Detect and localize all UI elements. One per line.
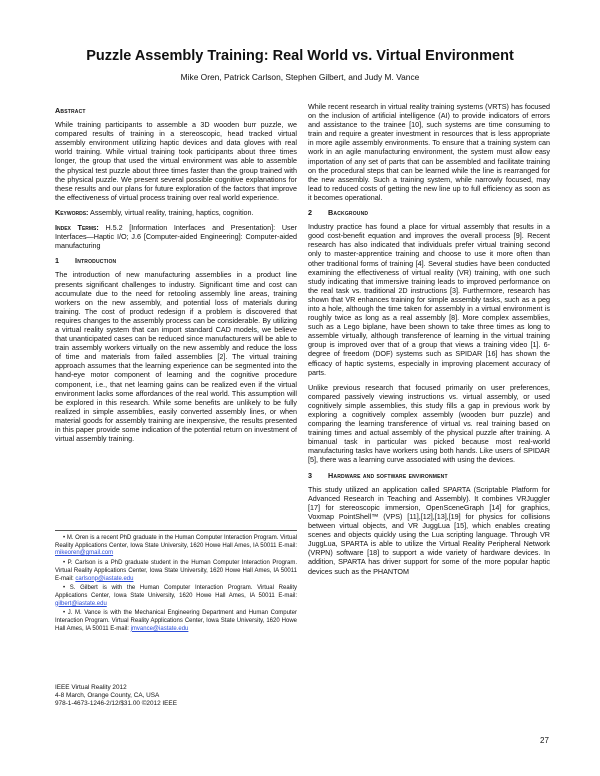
index-terms bbox=[55, 223, 297, 250]
footnote-text: M. Oren is a recent PhD graduate in the Human Computer Interaction Program. Virtual Reality Applications Center, Iowa State University, 1620 Howe Hall Ames, IA 50011 E-mail: bbox=[55, 535, 297, 549]
author-footnotes bbox=[55, 530, 297, 635]
footnote: • M. Oren is a recent PhD graduate in the Human Computer Interaction Program. Virtual Reality Applications Center, Iowa State University, 1620 Howe Hall Ames, IA 50011 E-mail: mikeoren@gmail.com bbox=[55, 535, 297, 557]
section-number: 2 bbox=[308, 208, 313, 218]
hardware-paragraph: This study utilized an application called SPARTA (Scriptable Platform for Advanced Research in Teaching and Assembly). It combines VRJuggler [17] for stereoscopic immersion, OpenSceneGraph [14] for graphics, Voxmap PointShell™ (VPS) [11],[12],[13],[19] for physics for collisions between virtual objects, and VR JuggLua [15], which enables creating scenes and objects quickly using the Lua scripting language. Through VR JuggLua, SPARTA is able to utilize the Virtual Reality Peripheral Network (VRPN) software [18] to support a wide variety of hardware devices. In addition, SPARTA has driver support for some of the more popular haptic devices such as the PHANTOM bbox=[308, 484, 550, 576]
footnote-text: P. Carlson is a PhD graduate student in the Human Computer Interaction Program. Virtual Reality Applications Center, Iowa State University, 1620 Howe Hall Ames, IA 50011 E-mail: bbox=[55, 560, 298, 582]
keywords-text: Assembly, virtual reality, training, haptics, cognition. bbox=[90, 207, 254, 217]
footnote: • J. M. Vance is with the Mechanical Engineering Department and Human Computer Interaction Program. Virtual Reality Applications Center, Iowa State University, 1620 Howe Hall Ames, IA 50011 E-mail: jmvance@iastate.edu bbox=[55, 610, 297, 632]
section-heading-background bbox=[308, 208, 550, 217]
footnote-text: J. M. Vance is with the Mechanical Engineering Department and Human Computer Interaction Program. Virtual Reality Applications Center, Iowa State University, 1620 Howe Hall Ames, IA 50011 E-mail: bbox=[55, 610, 297, 632]
background-paragraph: Unlike previous research that focused primarily on user preferences, compared passively viewing instructions vs. virtual assembly, or used cognitively simple assemblies, this study fills a gap in previous work by exploring a cognitively complex assembly (wooden burr puzzle) and comparing the learning transference of virtual vs. real training based on training times and actual assembly of the physical puzzle after training. A bimanual task in particular was picked because most real-world manufacturing tasks have workers using both hands. Like users of SPIDAR [5], there was a learning curve associated with using the devices. bbox=[308, 382, 550, 465]
footnote-text: S. Gilbert is with the Human Computer Interaction Program. Virtual Reality Applications Center, Iowa State University, 1620 Howe Hall Ames, IA 50011 E-mail: bbox=[55, 585, 297, 599]
page-number: 27 bbox=[540, 736, 549, 745]
section-title: Background bbox=[328, 208, 369, 218]
email-link[interactable]: gilbert@iastate.edu bbox=[55, 600, 107, 607]
conference-info bbox=[55, 684, 297, 708]
conference-name: IEEE Virtual Reality 2012 bbox=[55, 684, 127, 691]
paper-title: Puzzle Assembly Training: Real World vs. Virtual Environment bbox=[86, 48, 514, 64]
introduction-paragraph: The introduction of new manufacturing assemblies in a product line presents significant challenges to industry. Significant time and cost can accumulate due to the need for retooling assembly line areas, training workers on the new assembly, and potential loss of materials during training. The cost of product redesign if a problem is discovered that requires changes to the assembly process can be considerable. By utilizing a virtual reality system that can import standard CAD models, we believe that unanticipated cases can be reduced since manufacturers will be able to train assembly workers virtually on the new assembly and reduce the loss of time and materials from failed assemblies [2]. The virtual training approach assumes that the learning experience can be segmented into the hand-eye motor component of learning and the cognitive procedure component, i.e., that net learning gains can be realized even if the virtual environment lacks some affordances of the real world. This assumption will be explored in this research. While some benefits are unlikely to be fully realized in simple assemblies, easily converted assembly lines, or when material goods for assembly training are inexpensive, the results presented in this paper provide some indication of the potential return on investment of virtual assembly training. bbox=[55, 270, 297, 444]
author-list: Mike Oren, Patrick Carlson, Stephen Gilbert, and Judy M. Vance bbox=[180, 72, 420, 82]
index-terms-label: Index Terms: bbox=[55, 223, 99, 233]
copyright-line: 978-1-4673-1246-2/12/$31.00 ©2012 IEEE bbox=[55, 700, 177, 707]
section-title: Hardware and software environment bbox=[328, 470, 448, 480]
abstract-heading: Abstract bbox=[55, 106, 86, 115]
index-terms-text: H.5.2 [Information Interfaces and Presentation]: User Interfaces—Haptic I/O; J.6 [Computer-aided Engineering]: Computer-aided manufacturing bbox=[55, 223, 297, 251]
right-column bbox=[308, 102, 550, 582]
keywords bbox=[55, 208, 297, 217]
email-link[interactable]: mikeoren@gmail.com bbox=[55, 550, 114, 557]
footnote: • P. Carlson is a PhD graduate student in the Human Computer Interaction Program. Virtual Reality Applications Center, Iowa State University, 1620 Howe Hall Ames, IA 50011 E-mail: carlsonp@iastate.edu bbox=[55, 560, 298, 582]
keywords-label: Keywords: bbox=[55, 207, 89, 217]
section-number: 3 bbox=[308, 470, 313, 480]
footnote: • S. Gilbert is with the Human Computer Interaction Program. Virtual Reality Applications Center, Iowa State University, 1620 Howe Hall Ames, IA 50011 E-mail: gilbert@iastate.edu bbox=[55, 585, 297, 607]
section-heading-introduction bbox=[55, 256, 297, 265]
conference-location: 4-8 March, Orange County, CA, USA bbox=[55, 692, 160, 699]
section-number: 1 bbox=[55, 256, 60, 266]
background-paragraph: Industry practice has found a place for virtual assembly that results in a good cost-benefit equation and improves the overall process [9]. Recent research has also indicated that individuals prefer virtual training second only to master-apprentice training and choose to use it more often than other traditional forms of training [4]. Several studies have been conducted examining the effectiveness of virtual reality (VR) training, with one such study indicating that immersive training leads to improved performance on the real task vs. traditional 2D instructions [3]. Furthermore, research has shown that VR enhances training for simple assembly tasks, such as a peg into a hole, although the time taken for assembly in a virtual environment is roughly twice as long as a real assembly [8]. More complex assemblies, such as a Lego biplane, have been shown to take three times as long to assemble virtually, although transference of learning in the virtual training group is improved over that of a group that views a training video [1]. 6-degree of freedom (DOF) systems such as SPIDAR [16] has shown the efficacy of haptic systems, especially in improving placement accuracy of parts. bbox=[308, 222, 550, 377]
email-link[interactable]: jmvance@iastate.edu bbox=[130, 625, 189, 632]
section-title: Introduction bbox=[75, 256, 117, 266]
email-link[interactable]: carlsonp@iastate.edu bbox=[75, 575, 134, 582]
abstract-text: While training participants to assemble a 3D wooden burr puzzle, we compared results of training in a stereoscopic, head tracked virtual assembly environment utilizing haptic devices and data gloves with real world training. While virtual training took participants about three times longer, the group that used the virtual environment was able to assemble the physical test puzzle about three times faster than the group trained with the physical puzzle. We present several possible cognitive explanations for these results and our plans for future exploration of the factors that improve the effectiveness of virtual process training over real world experience. bbox=[55, 120, 297, 202]
section-heading-hardware bbox=[308, 471, 550, 480]
intro-continued-paragraph: While recent research in virtual reality training systems (VRTS) has focused on the inclusion of artificial intelligence (AI) to provide indicators of errors and assistance to the trainee [10], such systems are time consuming to train and require a greater investment in resources that is less appropriate in more agile assembly environments. To ensure that a training system can work in an agile manufacturing environment, the system must allow easy importation of any set of parts that can be assembled and facilitate training on the procedural steps that can be learned while the line is rearranged for the new assembly. Such a training system, while narrowly focused, may lead to reduced costs of getting the new line up to full efficiency as soon as it becomes operational. bbox=[308, 102, 550, 202]
